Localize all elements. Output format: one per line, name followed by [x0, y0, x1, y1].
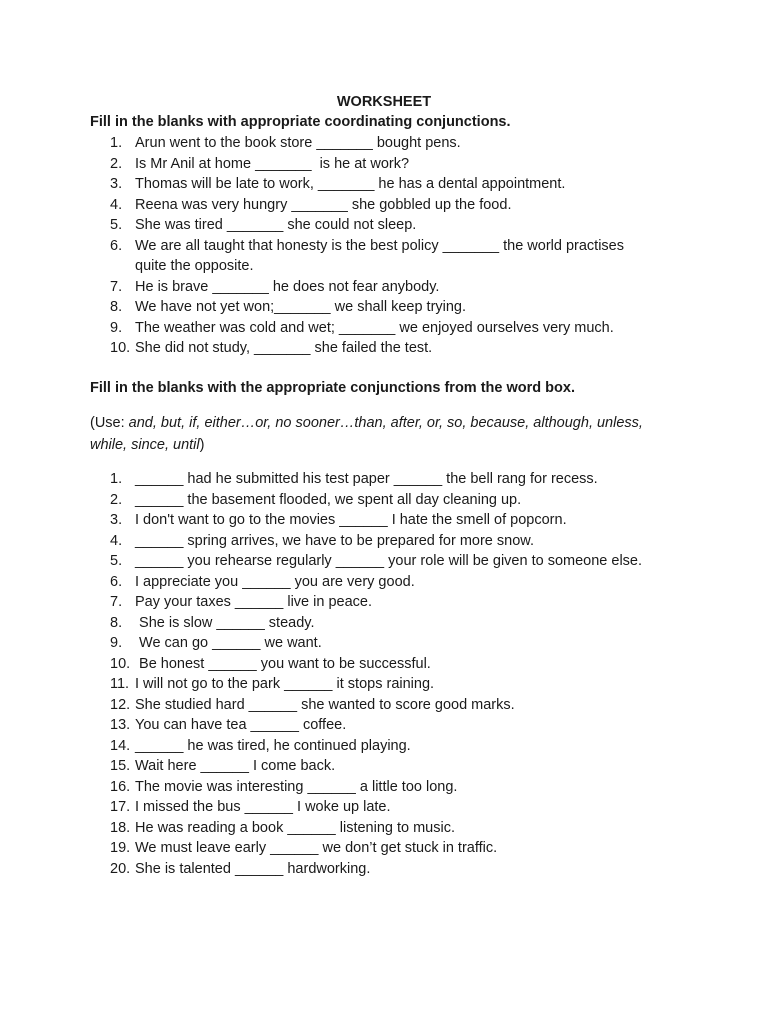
item-number: 2.	[110, 491, 123, 508]
item-text: Thomas will be late to work, _______ he has a dental appointment.	[135, 176, 566, 192]
item-text: He was reading a book ______ listening to music.	[135, 819, 455, 836]
item-text: I don't want to go to the movies ______ I hate the smell of popcorn.	[135, 512, 567, 528]
item-number: 19.	[110, 840, 131, 856]
item-number: 8.	[110, 614, 123, 631]
item-number: 14.	[110, 737, 131, 754]
item-text: ______ he was tired, he continued playing.	[135, 737, 411, 754]
worksheet-title: WORKSHEET	[336, 94, 432, 110]
item-text: ______ spring arrives, we have to be prepared for more snow.	[135, 532, 534, 549]
item-text: Is Mr Anil at home _______ is he at work?	[135, 155, 410, 172]
item-text: We can go ______ we want.	[135, 635, 322, 651]
item-text: I will not go to the park ______ it stops raining.	[135, 676, 435, 692]
item-text: ______ you rehearse regularly ______ your role will be given to someone else.	[135, 553, 643, 569]
item-text: She is talented ______ hardworking.	[135, 860, 371, 877]
item-number: 10.	[110, 655, 131, 672]
item-text: I missed the bus ______ I woke up late.	[135, 799, 391, 815]
item-number: 9.	[110, 635, 123, 651]
section2-heading: Fill in the blanks with the appropriate conjunctions from the word box.	[90, 380, 575, 396]
item-number: 3.	[110, 176, 123, 192]
item-text: She studied hard ______ she wanted to score good marks.	[135, 696, 515, 713]
item-text: Reena was very hungry _______ she gobbled up the food.	[135, 196, 512, 213]
item-number: 18.	[110, 819, 131, 836]
item-text: Pay your taxes ______ live in peace.	[135, 594, 372, 610]
item-text: The weather was cold and wet; _______ we enjoyed ourselves very much.	[135, 319, 614, 336]
item-number: 10.	[110, 340, 131, 356]
item-text: ______ had he submitted his test paper ______ the bell rang for recess.	[135, 471, 598, 487]
item-number: 12.	[110, 696, 131, 713]
item-text: She did not study, _______ she failed the test.	[135, 340, 433, 356]
item-number: 17.	[110, 799, 131, 815]
item-number: 15.	[110, 758, 131, 774]
item-text: He is brave _______ he does not fear anybody.	[135, 278, 440, 295]
item-number: 20.	[110, 860, 131, 877]
item-number: 13.	[110, 717, 131, 733]
note-prefix: (Use:	[90, 415, 129, 431]
item-text: She is slow ______ steady.	[135, 614, 315, 631]
item-text: We have not yet won;_______ we shall keep trying.	[135, 299, 467, 315]
item-text: Arun went to the book store _______ bought pens.	[135, 135, 461, 151]
item-number: 1.	[110, 135, 123, 151]
item-text: I appreciate you ______ you are very good.	[135, 573, 415, 590]
item-text: Be honest ______ you want to be successful.	[135, 655, 431, 672]
item-number: 9.	[110, 319, 123, 336]
item-text: The movie was interesting ______ a little too long.	[135, 778, 458, 795]
item-text: We must leave early ______ we don’t get stuck in traffic.	[135, 840, 498, 856]
item-number: 2.	[110, 155, 123, 172]
section1-heading: Fill in the blanks with appropriate coordinating conjunctions.	[90, 114, 511, 130]
item-text-continuation: quite the opposite.	[135, 258, 254, 275]
item-number: 1.	[110, 471, 123, 487]
item-number: 4.	[110, 196, 123, 213]
item-number: 6.	[110, 237, 123, 254]
item-number: 7.	[110, 278, 123, 295]
item-text: You can have tea ______ coffee.	[135, 717, 347, 733]
item-number: 4.	[110, 532, 123, 549]
item-text: Wait here ______ I come back.	[135, 758, 336, 774]
item-number: 6.	[110, 573, 123, 590]
item-number: 16.	[110, 778, 131, 795]
item-number: 5.	[110, 553, 123, 569]
item-number: 7.	[110, 594, 123, 610]
item-number: 3.	[110, 512, 123, 528]
note-suffix: )	[199, 436, 205, 453]
item-number: 11.	[110, 676, 130, 692]
item-text: We are all taught that honesty is the best policy _______ the world practises	[135, 237, 624, 254]
item-text: She was tired _______ she could not sleep.	[135, 217, 417, 233]
note-words: and, but, if, either…or, no sooner…than, after, or, so, because, although, unless,	[128, 415, 643, 431]
word-box-note	[90, 413, 680, 456]
note-words-line2: while, since, until	[90, 436, 200, 453]
item-number: 8.	[110, 299, 123, 315]
item-text: ______ the basement flooded, we spent all day cleaning up.	[135, 491, 522, 508]
item-number: 5.	[110, 217, 123, 233]
